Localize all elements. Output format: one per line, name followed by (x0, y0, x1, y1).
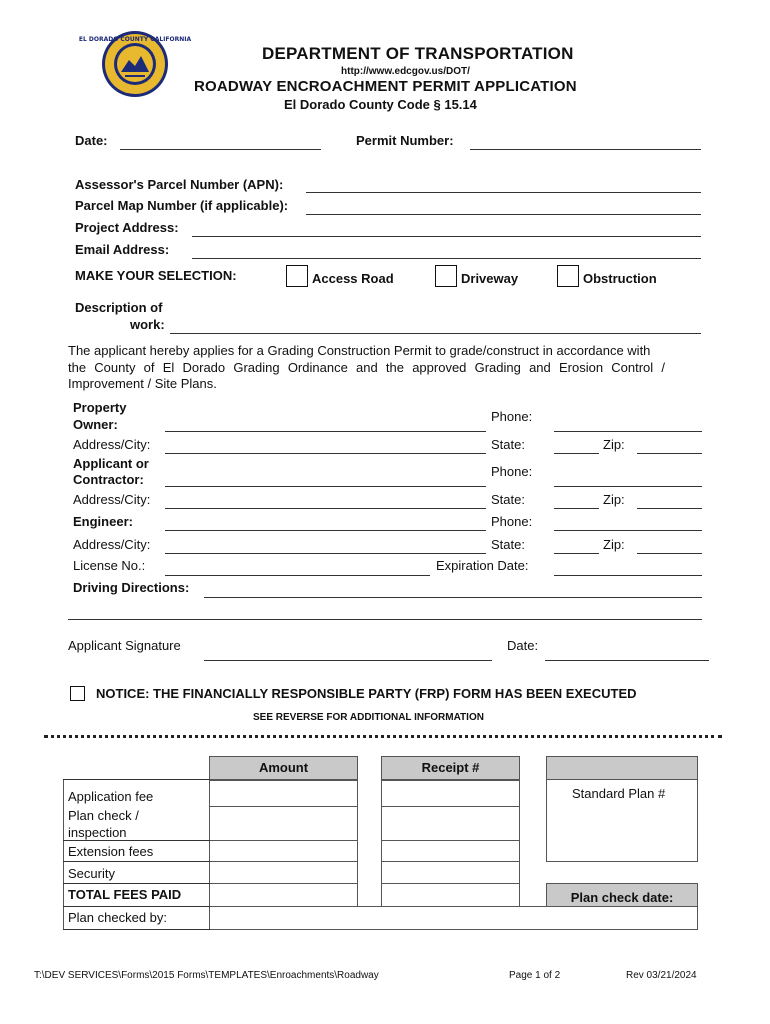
permit-number-label: Permit Number: (356, 133, 454, 148)
frp-notice-checkbox[interactable] (70, 686, 85, 701)
county-code: El Dorado County Code § 15.14 (284, 97, 477, 112)
row-sep-1 (63, 840, 210, 841)
amount-cell-1[interactable] (209, 780, 358, 807)
engineer-state-label: State: (491, 537, 525, 552)
department-url[interactable]: http://www.edcgov.us/DOT/ (341, 66, 470, 77)
engineer-state-field[interactable] (554, 553, 599, 554)
form-title: ROADWAY ENCROACHMENT PERMIT APPLICATION (194, 78, 577, 95)
frp-notice-text: NOTICE: THE FINANCIALLY RESPONSIBLE PARTY (FRP) FORM HAS BEEN EXECUTED (96, 686, 637, 701)
applicant-zip-label: Zip: (603, 492, 625, 507)
applicant-phone-label: Phone: (491, 464, 533, 479)
obstruction-label: Obstruction (583, 271, 657, 286)
description-label-1: Description of (75, 300, 163, 315)
license-field[interactable] (165, 575, 430, 576)
footer-page: Page 1 of 2 (509, 970, 561, 981)
statement-line-1: The applicant hereby applies for a Grading Construction Permit to grade/construct in accordance with (68, 343, 651, 358)
dotted-divider (44, 735, 722, 738)
plan-check-date-header: Plan check date: (546, 883, 698, 907)
email-field[interactable] (192, 258, 701, 259)
parcel-map-label: Parcel Map Number (if applicable): (75, 198, 289, 213)
amount-cell-2[interactable] (209, 806, 358, 841)
owner-phone-label: Phone: (491, 409, 533, 424)
applicant-label-2: Contractor: (73, 472, 144, 487)
apn-field[interactable] (306, 192, 701, 193)
application-fee-label: Application fee (68, 789, 154, 804)
department-title: DEPARTMENT OF TRANSPORTATION (262, 44, 574, 63)
applicant-state-field[interactable] (554, 508, 599, 509)
receipt-cell-5[interactable] (381, 883, 520, 907)
description-field[interactable] (170, 333, 701, 334)
driving-directions-field[interactable] (204, 597, 702, 598)
receipt-cell-1[interactable] (381, 780, 520, 807)
county-seal (78, 30, 192, 98)
permit-number-field[interactable] (470, 149, 701, 150)
row-sep-2 (63, 861, 210, 862)
driving-directions-field-2[interactable] (68, 619, 702, 620)
owner-phone-field[interactable] (554, 431, 702, 432)
receipt-cell-3[interactable] (381, 840, 520, 862)
make-selection-label: MAKE YOUR SELECTION: (75, 268, 237, 283)
engineer-label: Engineer: (73, 514, 133, 529)
standard-plan-label: Standard Plan # (572, 786, 666, 801)
driveway-label: Driveway (461, 271, 519, 286)
amount-header: Amount (209, 756, 358, 780)
signature-label: Applicant Signature (68, 638, 181, 653)
security-label: Security (68, 866, 115, 881)
obstruction-checkbox[interactable] (557, 265, 579, 287)
applicant-phone-field[interactable] (554, 486, 702, 487)
owner-zip-field[interactable] (637, 453, 702, 454)
owner-state-field[interactable] (554, 453, 599, 454)
see-reverse-text: SEE REVERSE FOR ADDITIONAL INFORMATION (253, 712, 484, 723)
project-address-label: Project Address: (75, 220, 179, 235)
driving-directions-label: Driving Directions: (73, 580, 190, 595)
receipt-header: Receipt # (381, 756, 520, 780)
footer-path: T:\DEV SERVICES\Forms\2015 Forms\TEMPLATES\Enroachments\Roadway (34, 970, 379, 981)
applicant-address-label: Address/City: (73, 492, 151, 507)
applicant-field[interactable] (165, 486, 486, 487)
date-label: Date: (75, 133, 108, 148)
owner-zip-label: Zip: (603, 437, 625, 452)
property-owner-field[interactable] (165, 431, 486, 432)
extension-fees-label: Extension fees (68, 844, 154, 859)
plan-check-label-1: Plan check / (68, 808, 139, 823)
statement-line-3: Improvement / Site Plans. (68, 376, 217, 391)
applicant-label-1: Applicant or (73, 456, 149, 471)
total-fees-label: TOTAL FEES PAID (68, 887, 182, 902)
expiration-label: Expiration Date: (436, 558, 529, 573)
access-road-checkbox[interactable] (286, 265, 308, 287)
row-sep-4 (63, 906, 210, 907)
footer-rev: Rev 03/21/2024 (626, 970, 697, 981)
engineer-zip-label: Zip: (603, 537, 625, 552)
owner-address-field[interactable] (165, 453, 486, 454)
project-address-field[interactable] (192, 236, 701, 237)
applicant-zip-field[interactable] (637, 508, 702, 509)
property-owner-label-1: Property (73, 400, 127, 415)
receipt-cell-2[interactable] (381, 806, 520, 841)
applicant-address-field[interactable] (165, 508, 486, 509)
amount-cell-6[interactable] (209, 906, 698, 930)
engineer-address-field[interactable] (165, 553, 486, 554)
engineer-zip-field[interactable] (637, 553, 702, 554)
date-field[interactable] (120, 149, 321, 150)
driveway-checkbox[interactable] (435, 265, 457, 287)
apn-label: Assessor's Parcel Number (APN): (75, 177, 284, 192)
owner-address-label: Address/City: (73, 437, 151, 452)
amount-cell-3[interactable] (209, 840, 358, 862)
engineer-field[interactable] (165, 530, 486, 531)
signature-date-field[interactable] (545, 660, 709, 661)
email-label: Email Address: (75, 242, 170, 257)
signature-field[interactable] (204, 660, 492, 661)
owner-state-label: State: (491, 437, 525, 452)
amount-cell-5[interactable] (209, 883, 358, 907)
row-sep-3 (63, 883, 210, 884)
plan-checked-by-label: Plan checked by: (68, 910, 168, 925)
receipt-cell-4[interactable] (381, 861, 520, 884)
standard-plan-header (546, 756, 698, 780)
license-label: License No.: (73, 558, 146, 573)
fee-label-top-line (63, 779, 210, 780)
statement-line-2: the County of El Dorado Grading Ordinance and the approved Grading and Erosion Control / (68, 360, 665, 375)
property-owner-label-2: Owner: (73, 417, 118, 432)
seal-text: EL DORADO COUNTY CALIFORNIA (78, 36, 192, 43)
expiration-field[interactable] (554, 575, 702, 576)
engineer-phone-label: Phone: (491, 514, 533, 529)
access-road-label: Access Road (312, 271, 394, 286)
amount-cell-4[interactable] (209, 861, 358, 884)
parcel-map-field[interactable] (306, 214, 701, 215)
description-label-2: work: (130, 317, 165, 332)
row-sep-5 (63, 929, 210, 930)
engineer-phone-field[interactable] (554, 530, 702, 531)
engineer-address-label: Address/City: (73, 537, 151, 552)
applicant-state-label: State: (491, 492, 525, 507)
signature-date-label: Date: (507, 638, 539, 653)
plan-check-label-2: inspection (68, 825, 127, 840)
